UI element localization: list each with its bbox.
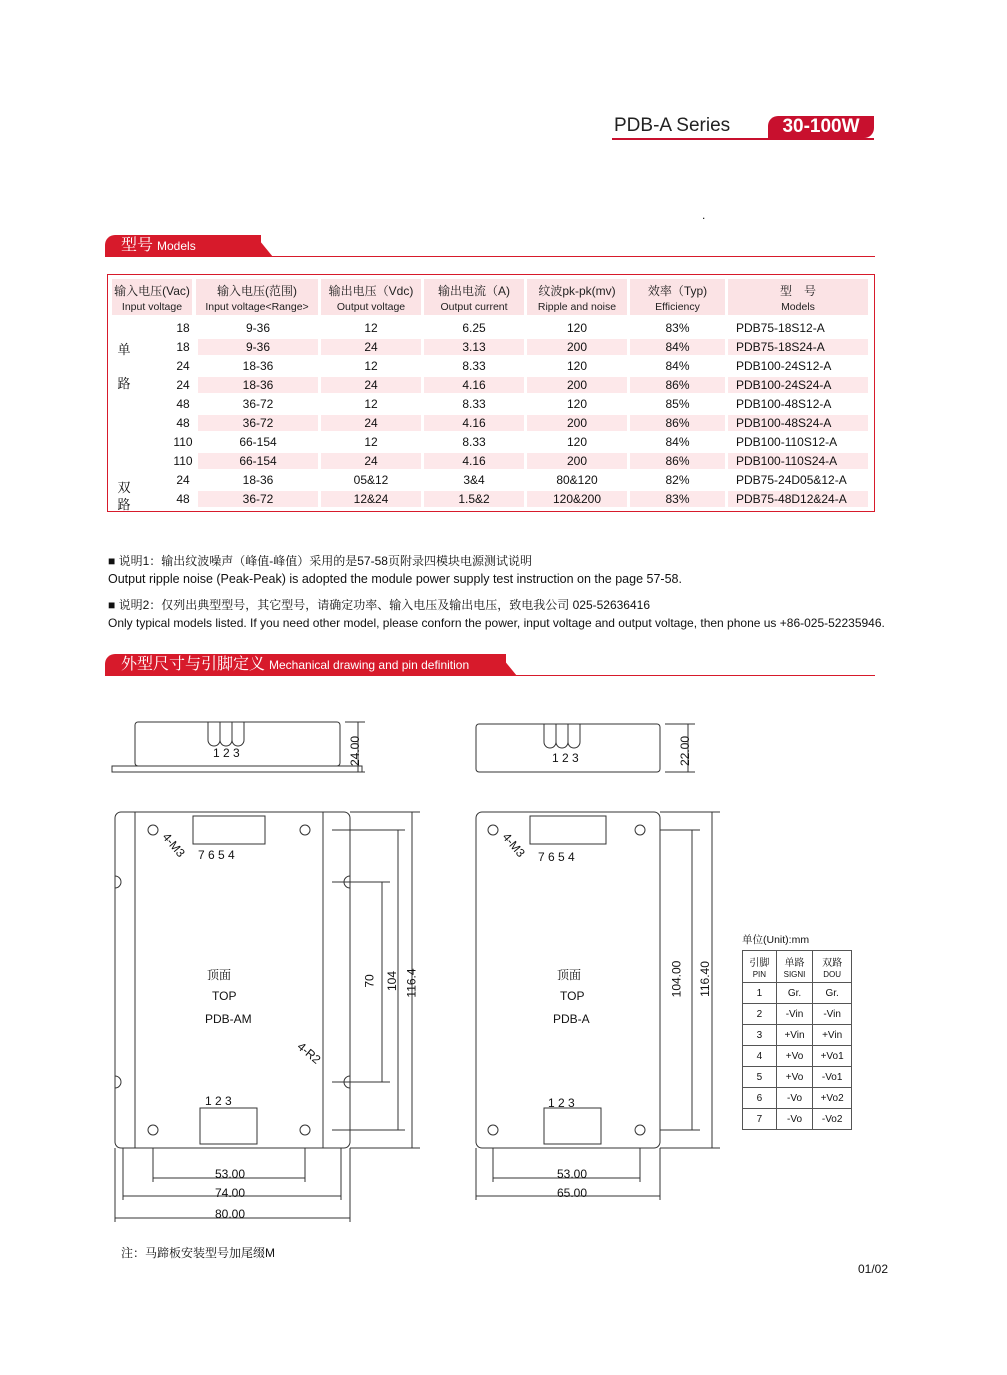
table-cell: 6.25 bbox=[462, 321, 486, 335]
table-cell: 8.33 bbox=[462, 359, 486, 373]
table-cell: 24 bbox=[364, 454, 378, 468]
table-cell: 82% bbox=[665, 473, 690, 487]
table-cell: 9-36 bbox=[245, 321, 271, 335]
models-title-en: Models bbox=[157, 239, 196, 253]
table-cell: 84% bbox=[665, 340, 690, 354]
table-cell: 48 bbox=[176, 397, 190, 411]
left-label-cn: 顶面 bbox=[207, 968, 232, 982]
table-cell: 110 bbox=[173, 435, 193, 449]
pin-row bbox=[743, 1046, 852, 1067]
table-cell: 12 bbox=[364, 359, 378, 373]
right-bottom-pins: 1 2 3 bbox=[548, 1096, 575, 1110]
right-label-model: PDB-A bbox=[553, 1012, 590, 1026]
left-dim-70-label: 70 bbox=[362, 974, 377, 988]
table-cell: 18-36 bbox=[242, 359, 274, 373]
table-cell: 66-154 bbox=[239, 454, 277, 468]
table-cell: 120&200 bbox=[552, 492, 602, 506]
table-cell: 12 bbox=[364, 435, 378, 449]
table-cell: 48 bbox=[176, 416, 190, 430]
mech-section-rule bbox=[105, 675, 875, 676]
th-input-voltage: 输入电压(Vac) Input voltage bbox=[112, 279, 192, 315]
table-cell: PDB75-18S24-A bbox=[736, 340, 825, 354]
table-cell: 12 bbox=[364, 321, 378, 335]
pin-cell: +Vin bbox=[776, 1025, 813, 1046]
table-cell: 36-72 bbox=[242, 492, 274, 506]
power-range-badge: 30-100W bbox=[768, 116, 874, 138]
table-cell: PDB100-48S24-A bbox=[736, 416, 832, 430]
right-label-cn: 顶面 bbox=[557, 968, 582, 982]
right-bottom-terminal bbox=[544, 1108, 601, 1144]
pin-row bbox=[743, 1109, 852, 1130]
pin-cell: 6 bbox=[743, 1088, 777, 1109]
table-cell: 18-36 bbox=[242, 378, 274, 392]
pin-definition-table bbox=[742, 950, 852, 1130]
pin-head-single: 单路 SIGNI bbox=[776, 951, 813, 983]
note-2-en: Only typical models listed. If you need other model, please conforn the power, input voltage and output voltage, then phone us +86-025-52235946. bbox=[108, 616, 885, 630]
pin-cell: -Vin bbox=[776, 1004, 813, 1025]
table-cell: 86% bbox=[665, 454, 690, 468]
table-cell: PDB100-24S12-A bbox=[736, 359, 832, 373]
table-cell: PDB100-24S24-A bbox=[736, 378, 832, 392]
pin-cell: -Vo bbox=[776, 1109, 813, 1130]
pin-cell: 1 bbox=[743, 983, 777, 1004]
note-2-cn: ■ 说明2：仅列出典型型号，其它型号，请确定功率、输入电压及输出电压，致电我公司 025-52636416 bbox=[108, 598, 651, 612]
pin-cell: 7 bbox=[743, 1109, 777, 1130]
table-cell: 120 bbox=[566, 397, 588, 411]
table-cell: PDB100-110S24-A bbox=[736, 454, 838, 468]
table-cell: PDB75-18S12-A bbox=[736, 321, 825, 335]
right-dim-65-label: 65.00 bbox=[557, 1186, 588, 1200]
right-side-height: 22.00 bbox=[678, 735, 693, 767]
mech-title-cn: 外型尺寸与引脚定义 bbox=[121, 656, 266, 673]
stray-dot: . bbox=[702, 208, 706, 222]
table-cell: 110 bbox=[173, 454, 193, 468]
mech-section-bar bbox=[105, 654, 506, 676]
group-dual-2: 路 bbox=[117, 497, 131, 512]
left-side-pins: 1 2 3 bbox=[213, 746, 240, 760]
table-cell: 3&4 bbox=[463, 473, 485, 487]
right-dim-116-label: 116.40 bbox=[697, 961, 712, 997]
right-side-pins: 1 2 3 bbox=[552, 751, 579, 765]
table-cell: 84% bbox=[665, 359, 690, 373]
table-cell: 80&120 bbox=[556, 473, 598, 487]
left-radius-label: 4-R2 bbox=[294, 1039, 324, 1067]
table-cell: 8.33 bbox=[462, 435, 486, 449]
mech-title-en: Mechanical drawing and pin definition bbox=[269, 658, 470, 672]
table-cell: 83% bbox=[665, 321, 690, 335]
left-label-top: TOP bbox=[212, 989, 237, 1003]
left-bottom-pins: 1 2 3 bbox=[205, 1094, 232, 1108]
pin-cell: -Vo2 bbox=[813, 1109, 852, 1130]
left-dim-74-label: 74.00 bbox=[215, 1186, 246, 1200]
th-output-current: 输出电流（A) Output current bbox=[424, 279, 524, 315]
pin-row bbox=[743, 1004, 852, 1025]
table-cell: 18-36 bbox=[242, 473, 274, 487]
right-dim-53-label: 53.00 bbox=[557, 1167, 588, 1181]
th-models: 型 号 Models bbox=[728, 279, 868, 315]
group-single-1: 单 bbox=[117, 342, 131, 357]
left-dim-104-label: 104 bbox=[385, 970, 400, 992]
right-top-pins: 7 6 5 4 bbox=[538, 850, 575, 864]
table-cell: 200 bbox=[566, 416, 588, 430]
th-efficiency: 效率（Typ) Efficiency bbox=[630, 279, 725, 315]
table-cell: 120 bbox=[566, 321, 588, 335]
table-cell: 86% bbox=[665, 416, 690, 430]
table-cell: 4.16 bbox=[462, 454, 486, 468]
table-cell: 36-72 bbox=[242, 416, 274, 430]
left-side-height: 24.00 bbox=[348, 735, 363, 767]
pin-head-dual: 双路 DOU bbox=[813, 951, 852, 983]
left-dim-116-label: 116.4 bbox=[404, 968, 419, 998]
table-cell: 18 bbox=[176, 340, 190, 354]
pin-cell: -Vo bbox=[776, 1088, 813, 1109]
left-label-model: PDB-AM bbox=[205, 1012, 252, 1026]
series-title: PDB-A Series bbox=[614, 115, 731, 136]
pin-row bbox=[743, 1025, 852, 1046]
footer-note: 注：马蹄板安装型号加尾缀M bbox=[121, 1246, 275, 1260]
pin-cell: -Vo1 bbox=[813, 1067, 852, 1088]
table-cell: 18 bbox=[176, 321, 190, 335]
models-section-rule bbox=[105, 256, 875, 257]
table-cell: 120 bbox=[566, 359, 588, 373]
table-cell: 24 bbox=[176, 359, 190, 373]
table-cell: PDB100-48S12-A bbox=[736, 397, 832, 411]
table-cell: 4.16 bbox=[462, 416, 486, 430]
table-cell: 24 bbox=[176, 378, 190, 392]
mechanical-drawing bbox=[100, 700, 740, 1230]
pin-row bbox=[743, 983, 852, 1004]
table-cell: 05&12 bbox=[353, 473, 389, 487]
left-side-terminals bbox=[208, 722, 244, 746]
table-cell: 12 bbox=[364, 397, 378, 411]
table-cell: 9-36 bbox=[245, 340, 271, 354]
pin-cell: 4 bbox=[743, 1046, 777, 1067]
unit-label: 单位(Unit):mm bbox=[742, 934, 810, 946]
table-cell: 84% bbox=[665, 435, 690, 449]
left-dim-80-label: 80.00 bbox=[215, 1207, 246, 1221]
th-output-voltage: 输出电压（Vdc) Output voltage bbox=[321, 279, 421, 315]
table-cell: 3.13 bbox=[462, 340, 486, 354]
note-1-cn: ■ 说明1：输出纹波噪声（峰值-峰值）采用的是57-58页附录四模块电源测试说明 bbox=[108, 554, 532, 568]
table-cell: 24 bbox=[364, 378, 378, 392]
right-dim-104-label: 104.00 bbox=[669, 960, 684, 998]
th-ripple: 纹波pk-pk(mv) Ripple and noise bbox=[527, 279, 627, 315]
table-cell: PDB75-48D12&24-A bbox=[736, 492, 847, 506]
pin-row bbox=[743, 1088, 852, 1109]
models-table bbox=[107, 274, 875, 512]
pin-cell: +Vo1 bbox=[813, 1046, 852, 1067]
table-cell: 24 bbox=[364, 416, 378, 430]
table-cell: 120 bbox=[566, 435, 588, 449]
note-1-en: Output ripple noise (Peak-Peak) is adopted the module power supply test instruction on the page 57-58. bbox=[108, 572, 682, 586]
group-single-2: 路 bbox=[117, 376, 131, 391]
pin-head-pin: 引脚 PIN bbox=[743, 951, 777, 983]
right-label-top: TOP bbox=[560, 989, 585, 1003]
table-cell: 200 bbox=[566, 378, 588, 392]
page-number: 01/02 bbox=[858, 1262, 889, 1276]
left-hole-label: 4-M3 bbox=[159, 830, 188, 860]
header-rule bbox=[612, 138, 874, 140]
table-cell: 24 bbox=[176, 473, 190, 487]
table-cell: 8.33 bbox=[462, 397, 486, 411]
models-section-bar bbox=[105, 235, 261, 257]
table-cell: PDB75-24D05&12-A bbox=[736, 473, 847, 487]
pin-cell: 2 bbox=[743, 1004, 777, 1025]
left-top-pins: 7 6 5 4 bbox=[198, 848, 235, 862]
table-cell: 24 bbox=[364, 340, 378, 354]
pin-cell: +Vo bbox=[776, 1067, 813, 1088]
pin-cell: -Vin bbox=[813, 1004, 852, 1025]
right-top-terminal bbox=[530, 816, 606, 844]
table-cell: 1.5&2 bbox=[458, 492, 490, 506]
table-cell: PDB100-110S12-A bbox=[736, 435, 838, 449]
left-plate bbox=[115, 812, 350, 1148]
left-side-flange bbox=[112, 766, 362, 772]
table-cell: 12&24 bbox=[353, 492, 389, 506]
right-side-terminals bbox=[544, 724, 580, 748]
table-cell: 83% bbox=[665, 492, 690, 506]
left-dim-70 bbox=[332, 882, 390, 1082]
group-dual-1: 双 bbox=[117, 480, 131, 495]
pin-cell: Gr. bbox=[776, 983, 813, 1004]
section-bar-tail bbox=[245, 235, 275, 258]
pin-cell: +Vin bbox=[813, 1025, 852, 1046]
pin-cell: +Vo bbox=[776, 1046, 813, 1067]
left-top-terminal bbox=[193, 816, 265, 844]
table-cell: 200 bbox=[566, 340, 588, 354]
table-cell: 66-154 bbox=[239, 435, 277, 449]
pin-cell: 3 bbox=[743, 1025, 777, 1046]
pin-row bbox=[743, 1067, 852, 1088]
right-hole-label: 4-M3 bbox=[499, 830, 528, 860]
table-cell: 85% bbox=[665, 397, 690, 411]
mech-bar-tail bbox=[489, 654, 519, 677]
left-bottom-terminal bbox=[200, 1108, 257, 1144]
left-dim-53-label: 53.00 bbox=[215, 1167, 246, 1181]
pin-cell: +Vo2 bbox=[813, 1088, 852, 1109]
pin-cell: Gr. bbox=[813, 983, 852, 1004]
table-cell: 36-72 bbox=[242, 397, 274, 411]
table-cell: 48 bbox=[176, 492, 190, 506]
table-cell: 86% bbox=[665, 378, 690, 392]
th-input-range: 输入电压(范围) Input voltage<Range> bbox=[196, 279, 318, 315]
models-title-cn: 型号 bbox=[121, 237, 154, 254]
table-cell: 4.16 bbox=[462, 378, 486, 392]
pin-cell: 5 bbox=[743, 1067, 777, 1088]
table-cell: 200 bbox=[566, 454, 588, 468]
